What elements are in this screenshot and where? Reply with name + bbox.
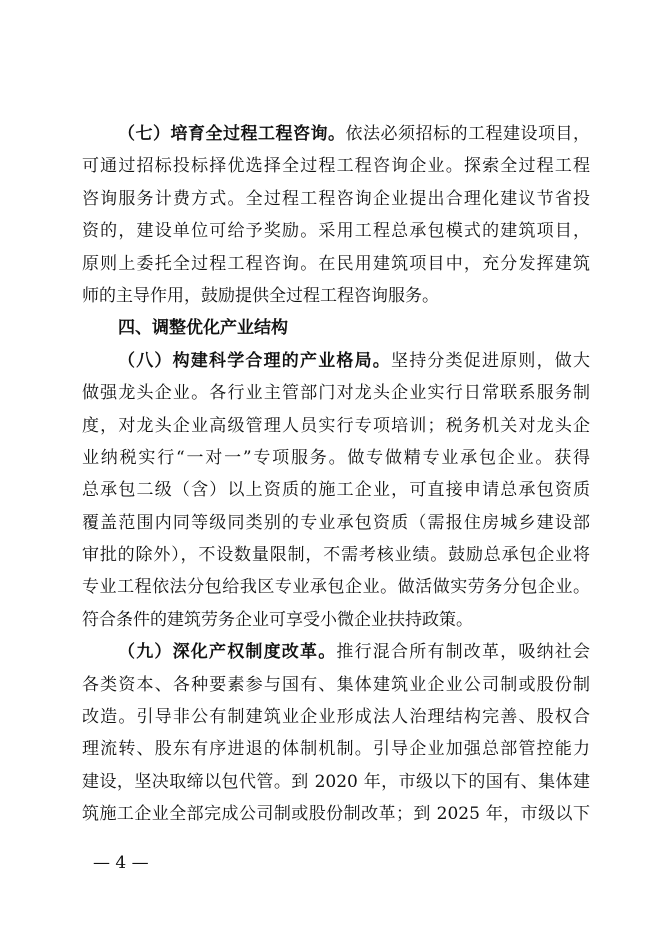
paragraph-7-line-4: 资的，建设单位可给予奖励。采用工程总承包模式的建筑项目， bbox=[82, 221, 590, 242]
paragraph-7-line-1 bbox=[82, 118, 590, 150]
line-text: 坚持分类促进原则，做大 bbox=[391, 350, 590, 371]
paragraph-9-line-3: 改造。引导非公有制建筑业企业形成法人治理结构完善、股权合 bbox=[82, 707, 590, 728]
paragraph-8-line-4: 业纳税实行“一对一”专项服务。做专做精专业承包企业。获得 bbox=[82, 447, 590, 468]
section-4-heading: 四、调整优化产业结构 bbox=[118, 318, 288, 339]
paragraph-7-line-2: 可通过招标投标择优选择全过程工程咨询企业。探索全过程工程 bbox=[82, 156, 590, 177]
paragraph-8-line-9: 符合条件的建筑劳务企业可享受小微企业扶持政策。 bbox=[82, 609, 473, 630]
paragraph-9-line-4: 理流转、股东有序进退的体制机制。引导企业加强总部管控能力 bbox=[82, 739, 590, 760]
paragraph-9-line-5: 建设，坚决取缔以包代管。到 2020 年，市级以下的国有、集体建 bbox=[82, 771, 590, 792]
paragraph-7-line-5: 原则上委托全过程工程咨询。在民用建筑项目中，充分发挥建筑 bbox=[82, 253, 590, 274]
line-text: 依法必须招标的工程建设项目， bbox=[345, 124, 590, 144]
paragraph-8-line-5: 总承包二级（含）以上资质的施工企业，可直接申请总承包资质 bbox=[82, 480, 590, 501]
document-body bbox=[82, 118, 590, 831]
paragraph-7-line-6: 师的主导作用，鼓励提供全过程工程咨询服务。 bbox=[82, 285, 439, 306]
paragraph-8-line-7: 审批的除外），不设数量限制，不需考核业绩。鼓励总承包企业将 bbox=[82, 545, 590, 566]
paragraph-9-line-2: 各类资本、各种要素参与国有、集体建筑业企业公司制或股份制 bbox=[82, 674, 590, 695]
paragraph-8-line-6: 覆盖范围内同等级同类别的专业承包资质（需报住房城乡建设部 bbox=[82, 512, 590, 533]
paragraph-8-line-1 bbox=[82, 345, 590, 377]
section-8-title: （八）构建科学合理的产业格局。 bbox=[118, 350, 391, 371]
paragraph-8-line-2: 做强龙头企业。各行业主管部门对龙头企业实行日常联系服务制 bbox=[82, 383, 590, 404]
page-number: — 4 — bbox=[93, 853, 149, 873]
line-text: 推行混合所有制改革，吸纳社会 bbox=[336, 642, 590, 663]
paragraph-9-line-6: 筑施工企业全部完成公司制或股份制改革；到 2025 年，市级以下 bbox=[82, 804, 590, 825]
section-7-title: （七）培育全过程工程咨询。 bbox=[118, 124, 346, 144]
section-9-title: （九）深化产权制度改革。 bbox=[118, 642, 337, 663]
paragraph-8-line-8: 专业工程依法分包给我区专业承包企业。做活做实劳务分包企业。 bbox=[82, 577, 590, 598]
paragraph-7-line-3: 咨询服务计费方式。全过程工程咨询企业提出合理化建议节省投 bbox=[82, 188, 590, 209]
paragraph-8-line-3: 度，对龙头企业高级管理人员实行专项培训；税务机关对龙头企 bbox=[82, 415, 590, 436]
paragraph-9-line-1 bbox=[82, 636, 590, 668]
